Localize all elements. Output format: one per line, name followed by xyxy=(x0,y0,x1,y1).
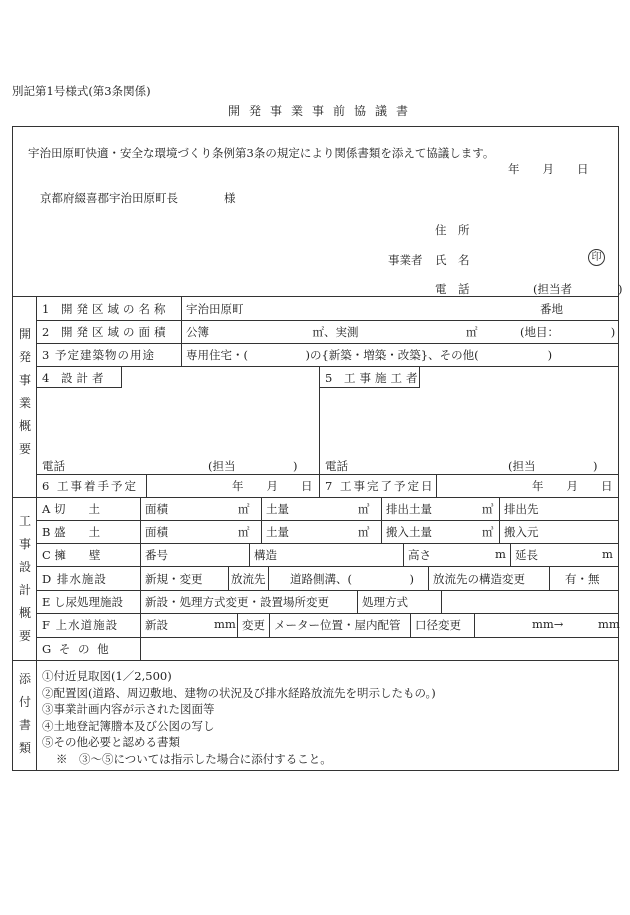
area-name-label: 1 開発区域の名称 xyxy=(42,302,170,316)
drain-new-change: 新規・変更 xyxy=(145,572,203,586)
export-volume: 排出土量 xyxy=(386,502,432,516)
row-line xyxy=(36,637,619,638)
land-category: (地目： ) xyxy=(520,325,616,339)
sewage-method: 処理方式 xyxy=(362,595,408,609)
section-divider xyxy=(12,660,619,661)
row-line xyxy=(36,474,619,475)
wall-length-unit: m xyxy=(602,547,613,561)
fill-volume-unit: ㎥ xyxy=(358,525,370,539)
form-number: 別記第1号様式(第3条関係) xyxy=(12,84,151,98)
cut-label: A 切 土 xyxy=(42,502,100,516)
wall-height: 高さ xyxy=(408,548,431,562)
drain-label: D 排水施設 xyxy=(42,572,107,586)
use-value: 専用住宅・( )の{新築・増築・改築}、その他( ) xyxy=(186,348,553,362)
label-column-line xyxy=(181,296,182,366)
area-size-unit: ㎡ xyxy=(466,325,478,339)
row-line xyxy=(36,320,619,321)
wall-label: C 擁 壁 xyxy=(42,548,101,562)
row-line xyxy=(36,613,619,614)
wall-height-unit: m xyxy=(495,547,506,561)
applicant-label: 事業者 xyxy=(388,253,423,267)
column-line xyxy=(410,613,411,637)
label-column-line xyxy=(140,497,141,660)
column-line xyxy=(261,497,262,543)
area-name-value: 宇治田原町 xyxy=(186,302,244,316)
cut-area-unit: ㎡ xyxy=(238,502,250,516)
export-volume-unit: ㎥ xyxy=(482,502,494,516)
column-line xyxy=(428,566,429,590)
column-line xyxy=(381,497,382,543)
column-line xyxy=(499,497,500,543)
water-new: 新設 xyxy=(145,618,168,632)
contractor-contact: (担当 ) xyxy=(508,459,598,473)
water-to-unit: mm xyxy=(598,617,620,631)
column-line xyxy=(357,590,358,613)
start-date: 年 月 日 xyxy=(232,479,313,493)
address-label: 住 所 xyxy=(435,223,470,237)
section-divider xyxy=(12,497,619,498)
designer-phone: 電話 xyxy=(42,459,65,473)
fill-area-unit: ㎡ xyxy=(238,525,250,539)
column-line xyxy=(474,613,475,637)
construction-side-label: 工 事 設 計 概 要 xyxy=(18,514,31,643)
cut-area: 面積 xyxy=(145,502,168,516)
name-label: 氏 名 xyxy=(435,253,470,267)
column-line xyxy=(510,543,511,566)
section-divider xyxy=(12,296,619,297)
column-line xyxy=(436,474,437,497)
drain-destination: 放流先 xyxy=(231,572,266,586)
column-line xyxy=(269,613,270,637)
other-label: G そ の 他 xyxy=(42,642,111,656)
sewage-label: E し尿処理施設 xyxy=(42,595,124,609)
wall-length: 延長 xyxy=(515,548,538,562)
water-change: 変更 xyxy=(242,618,265,632)
wall-number: 番号 xyxy=(145,548,168,562)
column-line xyxy=(403,543,404,566)
water-meter: メーター位置・屋内配管 xyxy=(274,618,401,632)
seal-mark: 印 xyxy=(588,249,605,266)
column-line xyxy=(268,566,269,590)
fill-label: B 盛 土 xyxy=(42,525,101,539)
export-destination: 排出先 xyxy=(504,502,539,516)
designer-contact: (担当 ) xyxy=(208,459,298,473)
import-source: 搬入元 xyxy=(504,525,539,539)
water-label: F 上水道施設 xyxy=(42,618,119,632)
contractor-label: 5 工事施工者 xyxy=(325,371,422,385)
row-line xyxy=(36,566,619,567)
row-line xyxy=(36,520,619,521)
drain-yes-no: 有・無 xyxy=(565,572,600,586)
fill-volume: 土量 xyxy=(266,525,289,539)
submission-date: 年 月 日 xyxy=(508,162,589,176)
area-name-suffix: 番地 xyxy=(540,302,563,316)
end-date: 年 月 日 xyxy=(532,479,613,493)
statement-text: 宇治田原町快適・安全な環境づくり条例第3条の規定により関係書類を添えて協議します。 xyxy=(28,146,495,160)
water-new-unit: mm xyxy=(214,617,236,631)
list-item: ②配置図(道路、周辺敷地、建物の状況及び排水経路放流先を明示したもの。) xyxy=(42,685,436,700)
list-item: ④土地登記簿謄本及び公図の写し xyxy=(42,718,215,733)
row-line xyxy=(36,590,619,591)
attachment-note: ※ ③～⑤については指示した場合に添付すること。 xyxy=(56,751,332,766)
phone-contact: (担当者 ) xyxy=(533,282,623,296)
end-label: 7 工事完了予定日 xyxy=(325,479,435,493)
designer-label: 4 設計者 xyxy=(42,371,108,385)
area-size-label: 2 開発区域の面積 xyxy=(42,325,170,339)
column-line xyxy=(249,543,250,566)
area-size-value: 公簿 ㎡、実測 xyxy=(186,325,359,339)
column-line xyxy=(228,566,229,590)
import-volume-unit: ㎥ xyxy=(482,525,494,539)
import-volume: 搬入土量 xyxy=(386,525,432,539)
fill-area: 面積 xyxy=(145,525,168,539)
column-line xyxy=(549,566,550,590)
list-item: ①付近見取図(1／2,500) xyxy=(42,669,172,683)
sewage-options: 新設・処理方式変更・設置場所変更 xyxy=(145,595,329,609)
drain-destination-value: 道路側溝、( ) xyxy=(290,572,414,586)
attachment-list xyxy=(42,668,436,767)
addressee: 京都府綴喜郡宇治田原町長 様 xyxy=(40,191,236,205)
wall-structure: 構造 xyxy=(254,548,277,562)
form-title: 開発事業事前協議書 xyxy=(228,104,418,118)
drain-structure-change: 放流先の構造変更 xyxy=(433,572,525,586)
cut-volume: 土量 xyxy=(266,502,289,516)
water-diameter-change: 口径変更 xyxy=(415,618,461,632)
column-line xyxy=(237,613,238,637)
water-from-size: mm→ xyxy=(532,617,564,631)
overview-side-label: 開 発 事 業 概 要 xyxy=(18,327,31,456)
use-label: 3 予定建築物の用途 xyxy=(42,348,155,362)
start-label: 6 工事着手予定 xyxy=(42,479,138,493)
column-line xyxy=(441,590,442,613)
contractor-phone: 電話 xyxy=(325,459,348,473)
row-line xyxy=(36,343,619,344)
attachments-side-label: 添 付 書 類 xyxy=(18,672,31,755)
row-line xyxy=(36,543,619,544)
list-item: ⑤その他必要と認める書類 xyxy=(42,735,180,749)
cut-volume-unit: ㎥ xyxy=(358,502,370,516)
phone-label: 電 話 xyxy=(435,282,470,296)
column-line xyxy=(146,474,147,497)
list-item: ③事業計画内容が示された図面等 xyxy=(42,702,215,716)
